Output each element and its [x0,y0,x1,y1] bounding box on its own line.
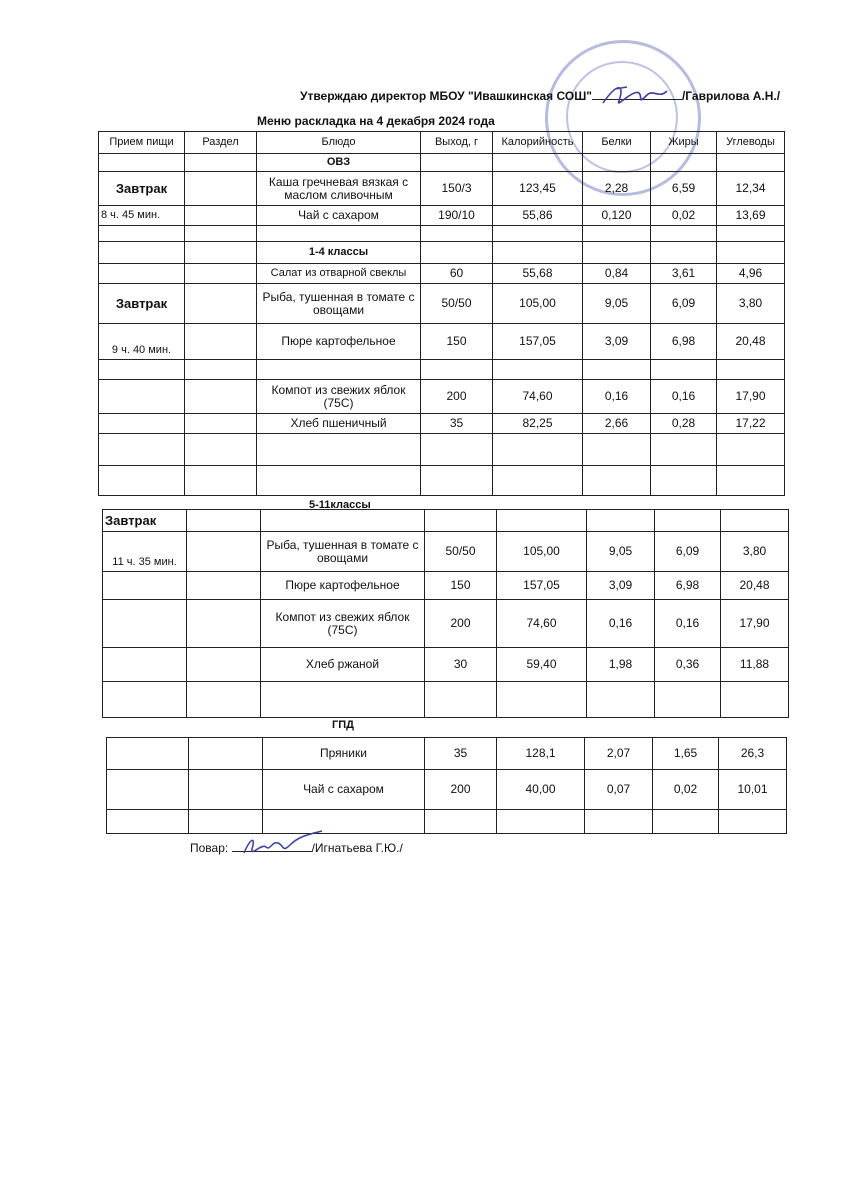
cook-label: Повар: [190,841,229,855]
protein-value: 0,07 [585,770,653,810]
yield-value: 190/10 [421,206,493,226]
yield-value: 200 [425,600,497,648]
protein-value: 0,16 [587,600,655,648]
table-row [99,172,785,206]
fat-value: 6,09 [651,284,717,324]
cook-signature [236,829,326,861]
protein-value: 2,28 [583,172,651,206]
fat-value: 0,02 [653,770,719,810]
meal-label: Завтрак [99,172,185,206]
table-row [103,600,789,648]
carbs-value: 26,3 [719,738,787,770]
kcal-value: 157,05 [493,324,583,360]
yield-value: 200 [425,770,497,810]
protein-value: 3,09 [587,572,655,600]
section-row-ovz [99,154,785,172]
dish-name: Рыба, тушенная в томате с овощами [257,284,421,324]
column-header: Раздел [185,132,257,154]
protein-value: 0,120 [583,206,651,226]
carbs-value: 10,01 [719,770,787,810]
table-row [107,770,787,810]
carbs-value: 3,80 [721,532,789,572]
carbs-value: 20,48 [717,324,785,360]
dish-name: Хлеб пшеничный [257,414,421,434]
table-row [99,324,785,360]
carbs-value: 3,80 [717,284,785,324]
yield-value: 200 [421,380,493,414]
meal-time: 11 ч. 35 мин. [103,532,187,572]
menu-table-5-11 [102,509,789,718]
kcal-value: 157,05 [497,572,587,600]
dish-name: Рыба, тушенная в томате с овощами [261,532,425,572]
empty-row [99,360,785,380]
protein-value: 2,66 [583,414,651,434]
carbs-value: 20,48 [721,572,789,600]
section-label: ОВЗ [257,154,421,172]
fat-value: 6,59 [651,172,717,206]
dish-name: Пюре картофельное [261,572,425,600]
yield-value: 30 [425,648,497,682]
protein-value: 0,84 [583,264,651,284]
kcal-value: 55,86 [493,206,583,226]
fat-value: 1,65 [653,738,719,770]
table-row [99,206,785,226]
carbs-value: 17,22 [717,414,785,434]
dish-name: Салат из отварной свеклы [257,264,421,284]
column-header: Калорийность [493,132,583,154]
yield-value: 150 [421,324,493,360]
dish-name: Пряники [263,738,425,770]
table-row [103,510,789,532]
kcal-value: 105,00 [497,532,587,572]
dish-name: Хлеб ржаной [261,648,425,682]
empty-row [99,226,785,242]
menu-table-main [98,131,785,496]
kcal-value: 82,25 [493,414,583,434]
section-row-1-4 [99,242,785,264]
menu-title: Меню раскладка на 4 декабря 2024 года [257,114,495,128]
kcal-value: 55,68 [493,264,583,284]
table-row [99,264,785,284]
protein-value: 3,09 [583,324,651,360]
director-signature [597,81,682,111]
meal-label: Завтрак [103,510,187,532]
column-header: Блюдо [257,132,421,154]
yield-value: 150 [425,572,497,600]
column-header: Выход, г [421,132,493,154]
fat-value: 0,16 [655,600,721,648]
fat-value: 0,16 [651,380,717,414]
carbs-value: 17,90 [717,380,785,414]
yield-value: 35 [421,414,493,434]
yield-value: 50/50 [421,284,493,324]
protein-value: 2,07 [585,738,653,770]
fat-value: 0,36 [655,648,721,682]
kcal-value: 40,00 [497,770,585,810]
column-header: Углеводы [717,132,785,154]
fat-value: 0,28 [651,414,717,434]
dish-name: Чай с сахаром [263,770,425,810]
table-row [103,648,789,682]
kcal-value: 74,60 [497,600,587,648]
approval-line [300,89,780,103]
kcal-value: 74,60 [493,380,583,414]
kcal-value: 105,00 [493,284,583,324]
yield-value: 50/50 [425,532,497,572]
carbs-value: 13,69 [717,206,785,226]
empty-row [103,682,789,718]
protein-value: 9,05 [587,532,655,572]
cook-signature-line [232,851,312,852]
kcal-value: 128,1 [497,738,585,770]
fat-value: 0,02 [651,206,717,226]
dish-name: Чай с сахаром [257,206,421,226]
carbs-value: 4,96 [717,264,785,284]
table-row [103,532,789,572]
protein-value: 9,05 [583,284,651,324]
empty-row [99,466,785,496]
section-label-gpd: ГПД [332,719,354,731]
fat-value: 6,98 [651,324,717,360]
column-header: Белки [583,132,651,154]
table-row [99,284,785,324]
protein-value: 0,16 [583,380,651,414]
column-header: Прием пищи [99,132,185,154]
director-signature-line [592,99,682,100]
carbs-value: 17,90 [721,600,789,648]
dish-name: Каша гречневая вязкая с маслом сливочным [257,172,421,206]
cook-line [190,841,403,855]
fat-value: 6,98 [655,572,721,600]
meal-label: Завтрак [99,284,185,324]
table-row [99,414,785,434]
meal-time: 8 ч. 45 мин. [99,206,185,226]
table-row [99,380,785,414]
table-row [103,572,789,600]
column-header: Жиры [651,132,717,154]
dish-name: Компот из свежих яблок (75С) [257,380,421,414]
carbs-value: 11,88 [721,648,789,682]
empty-row [107,810,787,834]
yield-value: 35 [425,738,497,770]
dish-name: Пюре картофельное [257,324,421,360]
dish-name: Компот из свежих яблок (75С) [261,600,425,648]
carbs-value: 12,34 [717,172,785,206]
kcal-value: 59,40 [497,648,587,682]
section-label: 1-4 классы [257,242,421,264]
protein-value: 1,98 [587,648,655,682]
cook-name: /Игнатьева Г.Ю./ [311,841,403,855]
meal-time: 9 ч. 40 мин. [99,324,185,360]
fat-value: 6,09 [655,532,721,572]
fat-value: 3,61 [651,264,717,284]
table-row [107,738,787,770]
yield-value: 60 [421,264,493,284]
empty-row [99,434,785,466]
table-header-row [99,132,785,154]
approval-text: Утверждаю директор МБОУ "Ивашкинская СОШ" [300,89,592,103]
kcal-value: 123,45 [493,172,583,206]
section-label-5-11: 5-11классы [309,499,371,511]
director-name: /Гаврилова А.Н./ [681,89,781,103]
yield-value: 150/3 [421,172,493,206]
menu-table-gpd [106,737,787,834]
